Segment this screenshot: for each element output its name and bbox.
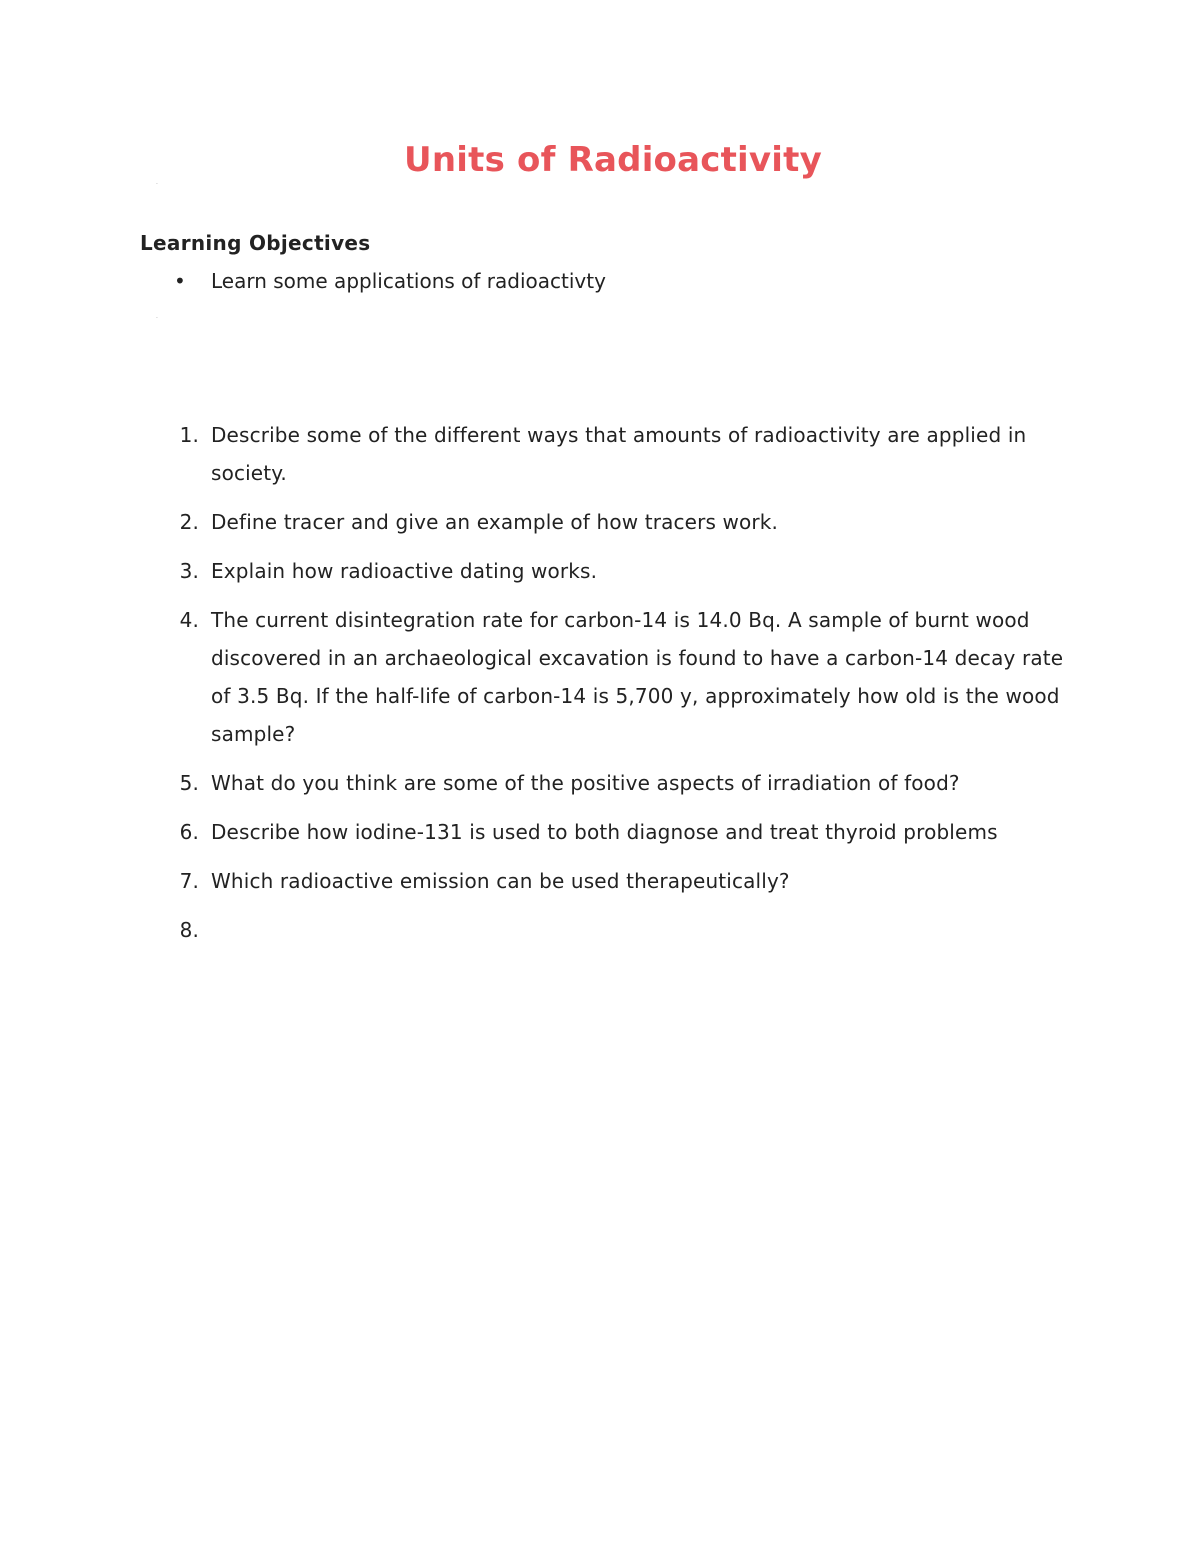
question-item bbox=[140, 813, 1080, 851]
question-text: Define tracer and give an example of how tracers work. bbox=[211, 510, 779, 534]
question-item bbox=[140, 503, 1080, 541]
question-number: 3. bbox=[179, 559, 199, 583]
question-item bbox=[140, 416, 1080, 492]
question-item bbox=[140, 764, 1080, 802]
document-title: Units of Radioactivity bbox=[404, 140, 822, 180]
decorative-dot: · bbox=[156, 315, 158, 322]
question-number: 2. bbox=[179, 510, 199, 534]
question-text: The current disintegration rate for carbon-14 is 14.0 Bq. A sample of burnt wood discovered in an archaeological excavation is found to have a carbon-14 decay rate of 3.5 Bq. If the half-life of carbon-14 is 5,700 y, approximately how old is the wood sample? bbox=[211, 608, 1064, 746]
question-text: Describe some of the different ways that amounts of radioactivity are applied in society. bbox=[211, 423, 1027, 485]
question-item bbox=[140, 862, 1080, 900]
question-item bbox=[140, 601, 1080, 753]
question-text bbox=[211, 911, 1080, 949]
bullet-icon: • bbox=[174, 269, 186, 293]
question-number: 1. bbox=[179, 423, 199, 447]
question-item bbox=[140, 552, 1080, 590]
question-number: 5. bbox=[179, 771, 199, 795]
questions-list bbox=[140, 416, 1080, 960]
question-item bbox=[140, 911, 1080, 949]
question-number: 7. bbox=[179, 869, 199, 893]
objective-list-item bbox=[140, 268, 606, 294]
question-number: 6. bbox=[179, 820, 199, 844]
learning-objectives-heading: Learning Objectives bbox=[140, 231, 371, 255]
question-number: 4. bbox=[179, 608, 199, 632]
question-number: 8. bbox=[179, 918, 199, 942]
question-text: What do you think are some of the positive aspects of irradiation of food? bbox=[211, 771, 960, 795]
question-text: Describe how iodine-131 is used to both diagnose and treat thyroid problems bbox=[211, 820, 998, 844]
decorative-dot: · bbox=[156, 181, 158, 188]
objective-text: Learn some applications of radioactivty bbox=[211, 269, 606, 293]
question-text: Explain how radioactive dating works. bbox=[211, 559, 598, 583]
question-text: Which radioactive emission can be used therapeutically? bbox=[211, 869, 790, 893]
